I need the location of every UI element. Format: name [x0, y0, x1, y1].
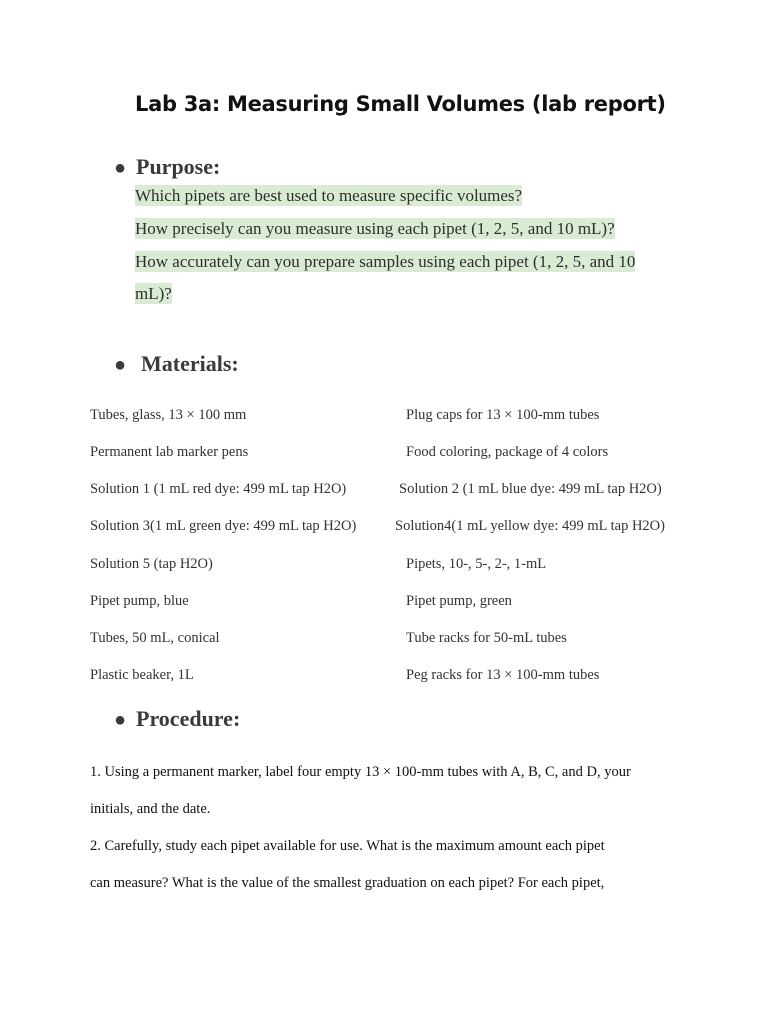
materials-item: Pipet pump, blue: [90, 593, 189, 609]
materials-item: Pipets, 10-, 5-, 2-, 1-mL: [406, 556, 547, 572]
materials-item: Tubes, glass, 13 × 100 mm: [90, 407, 247, 423]
procedure-line: can measure? What is the value of the smallest graduation on each pipet? For each pipet,: [90, 875, 605, 891]
materials-item: Plastic beaker, 1L: [90, 667, 194, 683]
procedure-heading: [114, 706, 240, 732]
bullet-icon: ●: [114, 709, 127, 731]
purpose-line: [135, 252, 635, 272]
purpose-heading: [114, 154, 220, 180]
materials-item: Tube racks for 50-mL tubes: [406, 630, 567, 646]
procedure-line: 1. Using a permanent marker, label four empty 13 × 100-mm tubes with A, B, C, and D, your: [90, 764, 631, 780]
purpose-line: [135, 219, 615, 239]
purpose-line: [135, 284, 172, 304]
highlighted-text: How accurately can you prepare samples using each pipet (1, 2, 5, and 10: [135, 252, 636, 271]
materials-heading: [114, 351, 239, 377]
bullet-icon: ●: [114, 354, 127, 376]
materials-item: Solution 5 (tap H2O): [90, 556, 213, 572]
materials-item: Plug caps for 13 × 100-mm tubes: [406, 407, 600, 423]
materials-item: Peg racks for 13 × 100-mm tubes: [406, 667, 600, 683]
materials-item: Tubes, 50 mL, conical: [90, 630, 220, 646]
materials-item: Solution 2 (1 mL blue dye: 499 mL tap H2O): [399, 481, 662, 497]
bullet-icon: ●: [114, 157, 127, 179]
materials-item: Pipet pump, green: [406, 593, 512, 609]
purpose-line: [135, 186, 522, 206]
materials-item: Solution 1 (1 mL red dye: 499 mL tap H2O): [90, 481, 347, 497]
materials-item: Solution4(1 mL yellow dye: 499 mL tap H2O): [395, 518, 665, 534]
materials-heading-text: Materials:: [141, 351, 239, 376]
procedure-line: initials, and the date.: [90, 801, 211, 817]
page-title: Lab 3a: Measuring Small Volumes (lab report): [135, 92, 666, 116]
materials-item: Permanent lab marker pens: [90, 444, 249, 460]
procedure-line: 2. Carefully, study each pipet available for use. What is the maximum amount each pipet: [90, 838, 605, 854]
purpose-heading-text: Purpose:: [136, 154, 221, 179]
highlighted-text: Which pipets are best used to measure specific volumes?: [135, 186, 523, 205]
procedure-heading-text: Procedure:: [136, 706, 241, 731]
highlighted-text: mL)?: [135, 284, 172, 303]
materials-item: Food coloring, package of 4 colors: [406, 444, 609, 460]
highlighted-text: How precisely can you measure using each pipet (1, 2, 5, and 10 mL)?: [135, 219, 615, 238]
materials-item: Solution 3(1 mL green dye: 499 mL tap H2O): [90, 518, 357, 534]
